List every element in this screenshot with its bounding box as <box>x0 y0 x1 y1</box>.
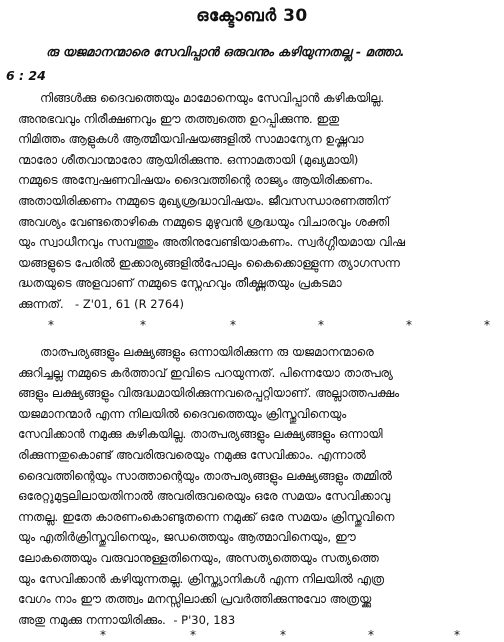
text-line: അവശ്യം വേണ്ടതൊഴികെ നമ്മുടെ മുഴുവൻ ശ്രദ്ധയും വിചാരവും ശക്തി <box>18 214 390 229</box>
text-line: യജമാനന്മാർ എന്ന നിലയിൽ ദൈവത്തെയും ക്രിസ്തുവിനെയും <box>18 406 347 421</box>
text-line: യും സ്വാധീനവും സമ്പത്തും അതിനുവേണ്ടിയാകണം. സ്വർഗ്ഗീയമായ വിഷ <box>18 235 405 250</box>
star: * <box>48 318 54 332</box>
text-line: ഒരേറ്റുമുട്ടലിലായതിനാൽ അവരിരുവരെയും ഒരേ സമയം സേവിക്കാവു <box>18 489 391 504</box>
star: * <box>368 628 374 642</box>
verse-reference: 6 : 24 <box>6 68 46 83</box>
text-line <box>18 294 490 315</box>
text-line: താത്പര്യങ്ങളും ലക്ഷ്യങ്ങളും ഒന്നായിരിക്കുന്ന രു യജമാനന്മാരെ <box>40 345 374 359</box>
separator-stars <box>18 628 498 642</box>
citation: - Z'01, 61 (R 2764) <box>75 296 184 311</box>
text-line: നിമിത്തം ആളുകൾ ആത്മീയവിഷയങ്ങളിൽ സാമാന്യേന ഉഷ്ണവാ <box>18 132 364 147</box>
text-line: ങ്ങളും ലക്ഷ്യങ്ങളും വിരുദ്ധമായിരിക്കുന്നവരെപ്പറ്റിയാണ്. അല്ലാത്തപക്ഷം <box>18 386 400 401</box>
text-line: ലോകത്തെയും വരുവാനുള്ളതിനെയും, അസത്യത്തെയും സത്യത്തെ <box>18 550 379 565</box>
text-line: രിക്കുന്നതുകൊണ്ട് അവരിരുവരെയും നമുക്കു സേവിക്കാം. എന്നാൽ <box>18 447 366 462</box>
verse-text: രു യജമാനന്മാരെ സേവിപ്പാൻ ഒരുവനും കഴിയുന്നതല്ല - മത്താ. <box>46 44 405 59</box>
text-line: അനുഭവവും നിരീക്ഷണവും ഈ തത്ത്വത്തെ ഉറപ്പിക്കുന്നു. ഇതു <box>18 111 340 126</box>
text-line: നമ്മുടെ അന്വേഷണവിഷയം ദൈവത്തിന്റെ രാജ്യം ആയിരിക്കണം. <box>18 173 374 188</box>
text-line: സേവിക്കാൻ നമുക്കു കഴികയില്ല. താത്പര്യങ്ങളും ലക്ഷ്യങ്ങളും ഒന്നായി <box>18 427 383 442</box>
star: * <box>406 318 412 332</box>
text-line: ദ്ധതയുടെ അളവാണ് നമ്മുടെ സ്നേഹവും തീക്ഷ്ണതയും പ്രകടമാ <box>18 276 342 291</box>
text-line: നിങ്ങൾക്കു ദൈവത്തെയും മാമോനെയും സേവിപ്പാൻ കഴികയില്ല. <box>40 91 385 105</box>
star: * <box>280 628 286 642</box>
page-title: ഒക്ടോബർ 30 <box>196 6 308 26</box>
text-fragment: ക്കുന്നത്. <box>18 296 64 311</box>
star: * <box>230 318 236 332</box>
star: * <box>190 628 196 642</box>
citation: - P'30, 183 <box>173 612 236 627</box>
separator-stars <box>18 318 498 332</box>
text-line: വേഗം നാം ഈ തത്ത്വം മനസ്സിലാക്കി പ്രവർത്തിക്കുന്നുവോ അത്രയ്ക്കു <box>18 592 372 607</box>
star: * <box>140 318 146 332</box>
text-line: യും എതിർക്രിസ്തുവിനെയും, ജഡത്തെയും ആത്മാവിനെയും, ഈ <box>18 530 356 545</box>
star: * <box>100 628 106 642</box>
text-line: യങ്ങളുടെ പേരിൽ ഇക്കാര്യങ്ങളിൽപോലും കൈക്കൊള്ളുന്ന ത്യാഗസന്ന <box>18 255 400 270</box>
paragraph-1 <box>18 88 490 315</box>
star: * <box>484 318 490 332</box>
paragraph-2 <box>18 342 490 630</box>
text-line: ന്മാരോ ശീതവാന്മാരോ ആയിരിക്കുന്നു. ഒന്നാമതായി (മുഖ്യമായി) <box>18 152 359 167</box>
star: * <box>454 628 460 642</box>
text-line: അതായിരിക്കണം നമ്മുടെ മുഖ്യശ്രദ്ധാവിഷയം. ജീവസന്ധാരണത്തിന് <box>18 193 390 208</box>
text-line: ന്നതല്ല. ഇതേ കാരണംകൊണ്ടുതന്നെ നമുക്ക് ഒരേ സമയം ക്രിസ്തുവിനെ <box>18 509 395 524</box>
text-fragment: അതു നമുക്കു നന്നായിരിക്കും. <box>18 612 166 627</box>
text-line: ദൈവത്തിന്റെയും സാത്താന്റെയും താത്പര്യങ്ങളും ലക്ഷ്യങ്ങളും തമ്മിൽ <box>18 468 392 483</box>
text-line: യും സേവിക്കാൻ കഴിയുന്നതല്ല. ക്രിസ്ത്യാനികൾ എന്ന നിലയിൽ എത്ര <box>18 571 385 586</box>
star: * <box>318 318 324 332</box>
text-line: ക്കുറിച്ചല്ല നമ്മുടെ കർത്താവ് ഇവിടെ പറയുന്നത്. പിന്നെയോ താത്പര്യ <box>18 365 393 380</box>
